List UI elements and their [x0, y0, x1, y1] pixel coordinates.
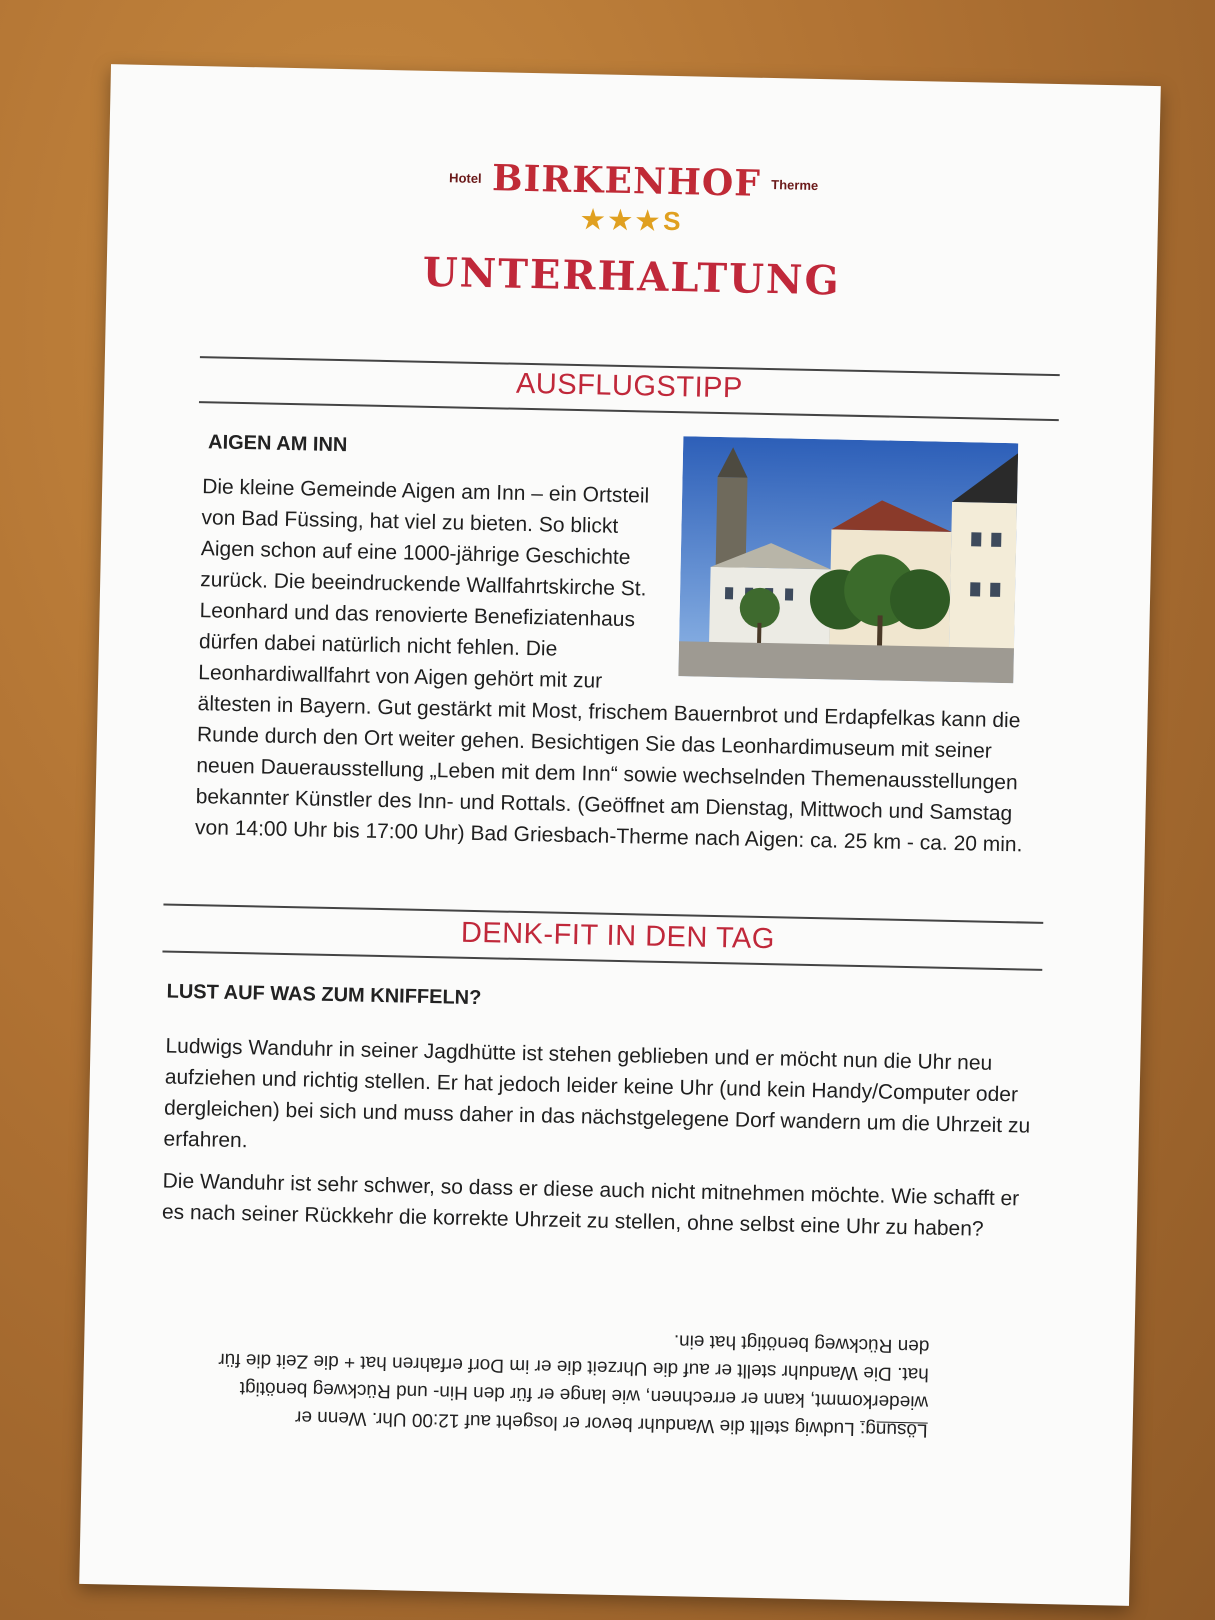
logo-therme-label: Therme	[771, 176, 819, 193]
puzzle-subheading: LUST AUF WAS ZUM KNIFFELN?	[166, 980, 482, 1010]
photo-spacer	[668, 481, 1052, 694]
section-heading-denk-fit: DENK-FIT IN DEN TAG	[460, 916, 776, 956]
logo-hotel-label: Hotel	[449, 169, 482, 186]
page-title: UNTERHALTUNG	[422, 248, 842, 305]
ausflugstipp-text: Die kleine Gemeinde Aigen am Inn – ein Ortsteil von Bad Füssing, hat viel zu bieten. So blickt Aigen schon auf eine 1000-jährige Geschichte zurück. Die beeindruckende Wallfahrtskirche St. Leonhard und das renovierte Benefiziatenhaus dürfen dabei natürlich nicht fehlen. Die Leonhardiwallfahrt von Aigen gehört mit zur ältesten in Bayern. Gut gestärkt mit Most, frischem Bauernbrot und Erdapfelkas kann die Runde durch den Ort weiter gehen. Besichtigen Sie das Leonhardimuseum mit seiner neuen Dauerausstellung „Leben mit dem Inn“ sowie wechselnden Themenausstellungen bekannter Künstler des Inn- und Rottals. (Geöffnet am Dienstag, Mittwoch und Samstag von 14:00 Uhr bis 17:00 Uhr) Bad Griesbach-Therme nach Aigen: ca. 25 km - ca. 20 min.	[194, 475, 1023, 857]
solution-label: Lösung:	[859, 1418, 928, 1441]
solution-text: Ludwig stellt die Wanduhr bevor er losgeht auf 12:00 Uhr. Wenn er wiederkommt, kann er errechnen, wie lange er für den Hin- und Rückweg benötigt hat. Die Wanduhr stellt er auf die Uhrzeit die er im Dorf erfahren hat + die Zeit die für den Rückweg benötigt hat ein.	[218, 1330, 930, 1440]
puzzle-paragraph-2: Die Wanduhr ist sehr schwer, so dass er diese auch nicht mitnehmen möchte. Wie schafft er es nach seiner Rückkehr die korrekte Uhrzeit zu stellen, ohne selbst eine Uhr zu haben?	[161, 1169, 1020, 1241]
logo-brand-name: BIRKENHOF	[491, 157, 762, 205]
flyer-page	[79, 64, 1161, 1606]
ausflugstipp-paragraph	[195, 471, 1053, 861]
puzzle-solution-upside-down	[207, 1317, 929, 1444]
section-heading-ausflugstipp: AUSFLUGSTIPP	[515, 367, 744, 405]
hotel-stars: ★★★S	[580, 204, 685, 237]
section-subheading: AIGEN AM INN	[207, 431, 348, 457]
puzzle-paragraph-1: Ludwigs Wanduhr in seiner Jagdhütte ist stehen geblieben und er möcht nun die Uhr neu aufziehen und richtig stellen. Er hat jedoch leider keine Uhr (und kein Handy/Computer oder dergleichen) bei sich und muss daher in das nächstgelegene Dorf wandern um die Uhrzeit zu erfahren.	[163, 1034, 1031, 1153]
